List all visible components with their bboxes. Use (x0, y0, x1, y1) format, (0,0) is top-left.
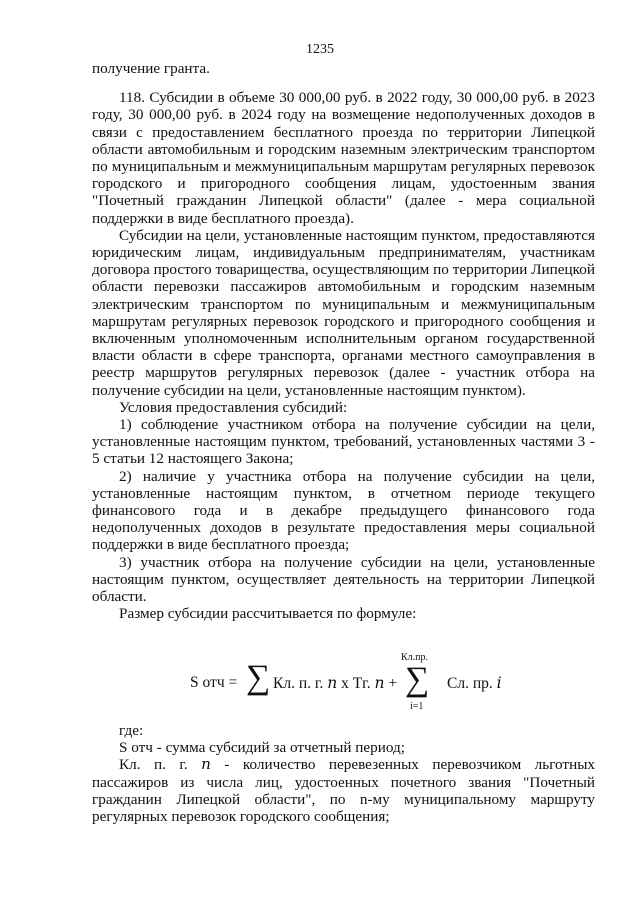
summation-symbol-2: ∑ (405, 661, 430, 698)
definition-s-otch: S отч - сумма субсидий за отчетный период; (119, 739, 405, 757)
formula-definitions (92, 722, 595, 825)
formula-term-2: Сл. пр. 𝑖 (447, 675, 502, 692)
body-text (92, 60, 595, 623)
formula-lhs: S отч = (190, 674, 238, 691)
paragraph-condition-1: 1) соблюдение участником отбора на получение субсидии на цели, установленные настоящим пунктом, требований, установленных частями 3 - 5 статьи 12 настоящего Закона; (92, 416, 595, 468)
page-number: 1235 (306, 42, 334, 57)
subsidy-formula (0, 652, 640, 714)
summation-lower-limit: i=1 (410, 701, 424, 712)
summation-upper-limit: Кл.пр. (401, 652, 429, 663)
paragraph-formula-intro: Размер субсидии рассчитывается по формуле: (119, 605, 417, 623)
carryover-line: получение гранта. (92, 60, 210, 77)
paragraph-conditions-heading: Условия предоставления субсидий: (119, 398, 348, 416)
definition-kl-p-g: Кл. п. г. 𝑛 - количество перевезенных перевозчиком льготных пассажиров из числа лиц, удостоенных почетного звания "Почетный гражданин Липецкой области", по n-му муниципальному маршруту регулярных перевозок городского сообщения; (92, 756, 595, 826)
definition-where: где: (119, 722, 144, 739)
summation-symbol: ∑ (246, 659, 271, 696)
formula-term-1: Кл. п. г. 𝑛 x Тг. 𝑛 + (273, 675, 398, 692)
paragraph-condition-2: 2) наличие у участника отбора на получение субсидии на цели, установленные настоящим пунктом, в отчетном периоде текущего финансового года и в декабре предыдущего финансового года недополученных доходов в результате предоставления меры социальной поддержки в виде бесплатного проезда; (92, 467, 595, 554)
paragraph-condition-3: 3) участник отбора на получение субсидии на цели, установленные настоящим пунктом, осуществляет деятельность на территории Липецкой области. (92, 553, 595, 606)
paragraph-recipients: Субсидии на цели, установленные настоящим пунктом, предоставляются юридическим лицам, индивидуальным предпринимателям, участникам договора простого товарищества, осуществляющим по территории Липецкой области перевозки пассажиров автомобильным и городским наземным электрическим транспортом по муниципальным и межмуниципальным маршрутам регулярных перевозок городского и пригородного сообщения и включенным уполномоченным исполнительным органом государственной власти области в сфере транспорта, органами местного самоуправления в реестр маршрутов регулярных перевозок (далее - участник отбора на получение субсидии на цели, установленные настоящим пунктом). (92, 226, 595, 399)
paragraph-118: 118. Субсидии в объеме 30 000,00 руб. в 2022 году, 30 000,00 руб. в 2023 году, 30 000,00 руб. в 2024 году на возмещение недополученных доходов в связи с предоставлением бесплатного проезда по территории Липецкой области автомобильным и городским наземным электрическим транспортом по муниципальным и межмуниципальным маршрутам регулярных перевозок городского и пригородного сообщения лицам, удостоенным звания "Почетный гражданин Липецкой области" (далее - мера социальной поддержки в виде бесплатного проезда). (92, 89, 595, 227)
